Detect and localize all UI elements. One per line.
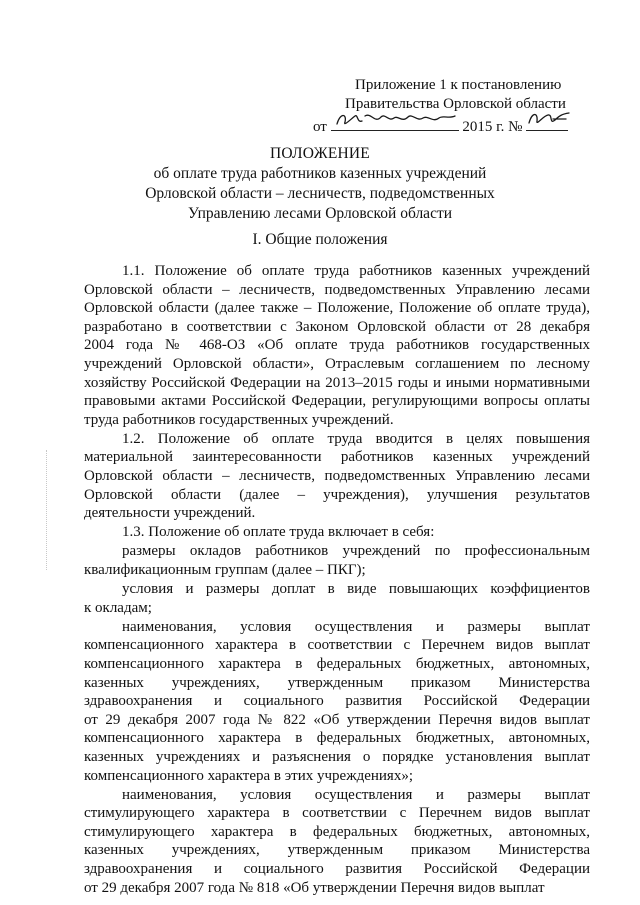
paragraph-line: от 29 декабря 2007 года № 818 «Об утверждении Перечня видов выплат bbox=[84, 879, 545, 896]
paragraph-line: хозяйству Российской Федерации на 2013–2015 годы и иными нормативными bbox=[84, 374, 590, 391]
paragraph-line: Орловской области – лесничеств, подведомственных Управлению лесами bbox=[84, 468, 590, 485]
paragraph-line: труда работников государственных учреждений. bbox=[84, 411, 394, 428]
paragraph-line: 1.1. Положение об оплате труда работников казенных учреждений bbox=[122, 263, 590, 279]
paragraph-line: Орловской области (далее также – Положение, Положение об оплате труда), bbox=[84, 300, 590, 317]
paragraph-line: компенсационного характера в соответствии с Перечнем видов выплат bbox=[84, 637, 590, 654]
appendix-year: 2015 г. № bbox=[462, 119, 523, 135]
paragraph-line: наименования, условия осуществления и размеры выплат bbox=[122, 786, 590, 803]
paragraph-line: разработано в соответствии с Законом Орловской области от 28 декабря bbox=[84, 318, 590, 335]
paragraph bbox=[84, 262, 590, 429]
paragraph-line: здравоохранения и социального развития Российской Федерации bbox=[84, 693, 590, 710]
paragraph bbox=[84, 523, 590, 542]
paragraph-line: компенсационного характера в этих учреждениях»; bbox=[84, 767, 413, 784]
paragraph bbox=[84, 580, 590, 617]
paragraph bbox=[84, 618, 590, 785]
paragraph-line: казенных учреждениях и разъяснения о порядке установления выплат bbox=[84, 748, 590, 765]
paragraph-line: стимулирующего характера в федеральных бюджетных, автономных, bbox=[84, 823, 590, 840]
paragraph-line: условия и размеры доплат в виде повышающих коэффициентов bbox=[122, 581, 590, 598]
appendix-prefix: от bbox=[313, 119, 327, 135]
paragraph-line: 2004 года № 468-ОЗ «Об оплате труда работников государственных bbox=[84, 337, 590, 354]
paragraph bbox=[84, 430, 590, 523]
paragraph-line: от 29 декабря 2007 года № 822 «Об утверждении Перечня видов выплат bbox=[84, 711, 590, 728]
paragraph bbox=[84, 542, 590, 579]
paragraph-line: размеры окладов работников учреждений по профессиональным bbox=[122, 543, 590, 560]
paragraph-line: деятельности учреждений. bbox=[84, 505, 256, 522]
appendix-date-line bbox=[305, 114, 595, 137]
handwritten-date-signature bbox=[331, 114, 459, 131]
section-heading: I. Общие положения bbox=[252, 231, 388, 248]
document-title bbox=[0, 144, 640, 224]
paragraph-line: Орловской области (далее – учреждения), улучшения результатов bbox=[84, 486, 590, 503]
paragraph-line: казенных учреждениях, утвержденным приказом Министерства bbox=[84, 842, 590, 859]
paragraph-line: компенсационного характера в федеральных бюджетных, автономных, bbox=[84, 730, 590, 747]
paragraph-line: 1.3. Положение об оплате труда включает в себя: bbox=[122, 524, 435, 541]
paragraph-line: здравоохранения и социального развития Российской Федерации bbox=[84, 861, 590, 877]
paragraph-line: правовыми актами Российской Федерации, регулирующими вопросы оплаты bbox=[84, 393, 590, 410]
title-line-2: Орловской области – лесничеств, подведомственных bbox=[145, 185, 495, 202]
document-body bbox=[84, 262, 590, 898]
paragraph-line: квалификационным группам (далее – ПКГ); bbox=[84, 562, 366, 578]
paragraph-line: наименования, условия осуществления и размеры выплат bbox=[122, 618, 590, 635]
title-line-3: Управлению лесами Орловской области bbox=[187, 205, 453, 222]
appendix-line-1: Приложение 1 к постановлению bbox=[355, 77, 562, 93]
paragraph-line: Орловской области – лесничеств, подведомственных Управлению лесами bbox=[84, 281, 590, 298]
appendix-header bbox=[305, 76, 595, 137]
appendix-line-2: Правительства Орловской области bbox=[345, 96, 566, 112]
paragraph bbox=[84, 786, 590, 898]
paragraph-line: к окладам; bbox=[84, 599, 152, 616]
paragraph-line: материальной заинтересованности работников казенных учреждений bbox=[84, 449, 590, 466]
paragraph-line: 1.2. Положение об оплате труда вводится в целях повышения bbox=[122, 430, 590, 447]
paragraph-line: стимулирующего характера в соответствии с Перечнем видов выплат bbox=[84, 805, 590, 822]
paragraph-line: компенсационного характера в федеральных бюджетных, автономных, bbox=[84, 655, 590, 672]
handwritten-number-signature bbox=[526, 114, 568, 131]
title-heading: ПОЛОЖЕНИЕ bbox=[270, 145, 370, 162]
title-line-1: об оплате труда работников казенных учреждений bbox=[153, 165, 487, 182]
scan-margin-mark bbox=[46, 450, 53, 570]
paragraph-line: казенных учреждениях, утвержденным приказом Министерства bbox=[84, 674, 590, 691]
paragraph-line: учреждений Орловской области», Отраслевым соглашением по лесному bbox=[84, 355, 590, 372]
